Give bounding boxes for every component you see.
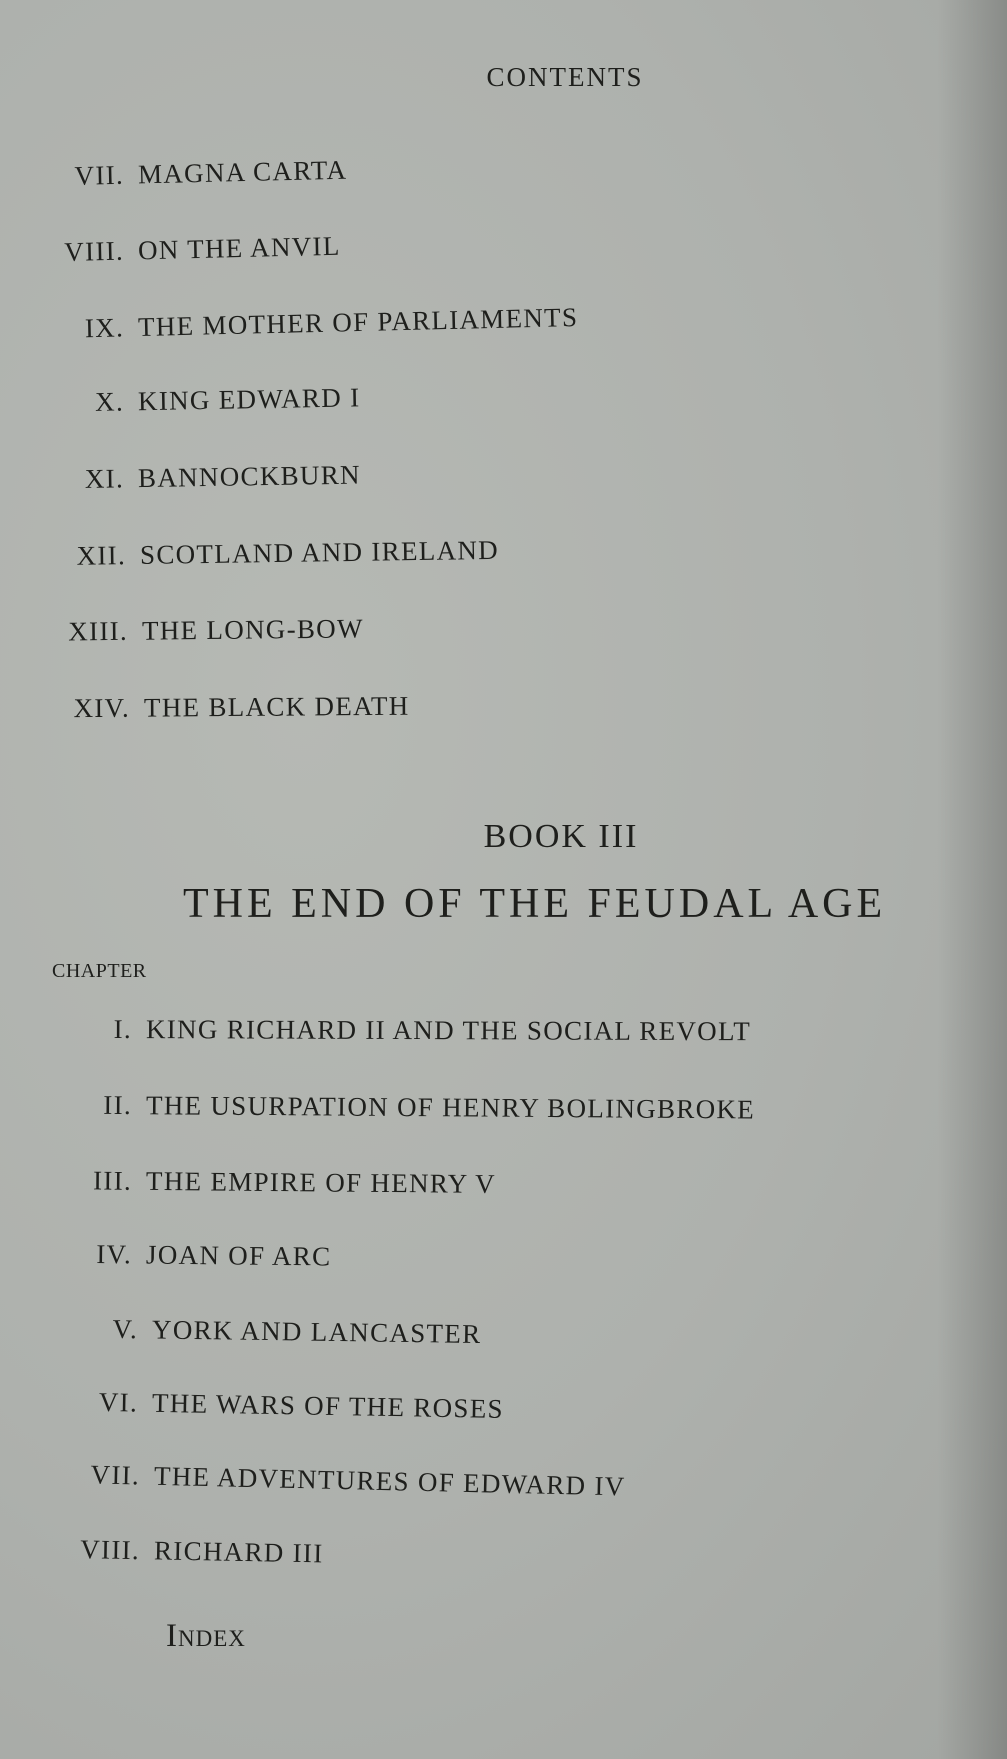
index-entry: Index [166,1618,246,1654]
toc-entry [52,1458,626,1502]
toc-entry [52,1239,332,1273]
chapter-number: XI. [84,463,125,494]
book-title-heading: THE END OF THE FEUDAL AGE [183,881,887,927]
toc-entry [52,1165,496,1200]
toc-entry [52,302,579,345]
chapter-number: II. [103,1089,133,1121]
toc-entry [52,460,361,496]
chapter-title: KING RICHARD II AND THE SOCIAL REVOLT [145,1014,752,1047]
chapter-number: VII. [90,1459,141,1491]
chapter-title: JOAN OF ARC [145,1239,332,1272]
chapter-number: IV. [96,1239,133,1270]
toc-entry [52,1386,504,1425]
chapter-title: THE MOTHER OF PARLIAMENTS [137,302,579,343]
chapter-number: V. [112,1313,139,1345]
chapter-title: SCOTLAND AND IRELAND [139,534,500,570]
chapter-number: IX. [84,312,125,344]
toc-entry [52,382,361,418]
chapter-number: X. [94,386,125,417]
toc-entry [52,1313,482,1350]
chapter-title: MAGNA CARTA [137,154,348,190]
chapter-number: VIII. [80,1534,141,1566]
chapter-title: KING EDWARD I [137,382,361,417]
chapter-title: BANNOCKBURN [137,459,362,494]
chapter-number: XIII. [68,615,129,647]
toc-entry [52,691,410,724]
chapter-title: THE USURPATION OF HENRY BOLINGBROKE [145,1090,756,1125]
toc-entry [52,1534,324,1570]
toc-entry [52,231,341,269]
chapter-title: RICHARD III [153,1535,324,1569]
chapter-number: XII. [76,540,127,571]
chapter-column-label: CHAPTER [52,960,147,982]
chapter-number: VI. [98,1386,139,1418]
chapter-title: ON THE ANVIL [137,230,341,266]
chapter-number: I. [113,1013,133,1045]
chapter-title: THE ADVENTURES OF EDWARD IV [153,1460,626,1502]
toc-entry [52,1090,755,1126]
chapter-title: THE LONG-BOW [141,613,364,646]
contents-heading: CONTENTS [486,62,644,92]
toc-entry [52,613,364,647]
book-number-heading: BOOK III [483,818,639,855]
chapter-number: XIV. [73,692,131,724]
toc-entry [52,155,348,193]
chapter-number: VII. [74,159,125,191]
chapter-number: III. [92,1165,133,1196]
chapter-title: THE WARS OF THE ROSES [151,1387,505,1424]
chapter-title: THE EMPIRE OF HENRY V [145,1165,496,1199]
chapter-title: YORK AND LANCASTER [151,1314,482,1349]
toc-entry [52,535,499,572]
chapter-number: VIII. [63,235,125,267]
chapter-title: THE BLACK DEATH [143,690,410,723]
toc-entry [52,1014,751,1047]
